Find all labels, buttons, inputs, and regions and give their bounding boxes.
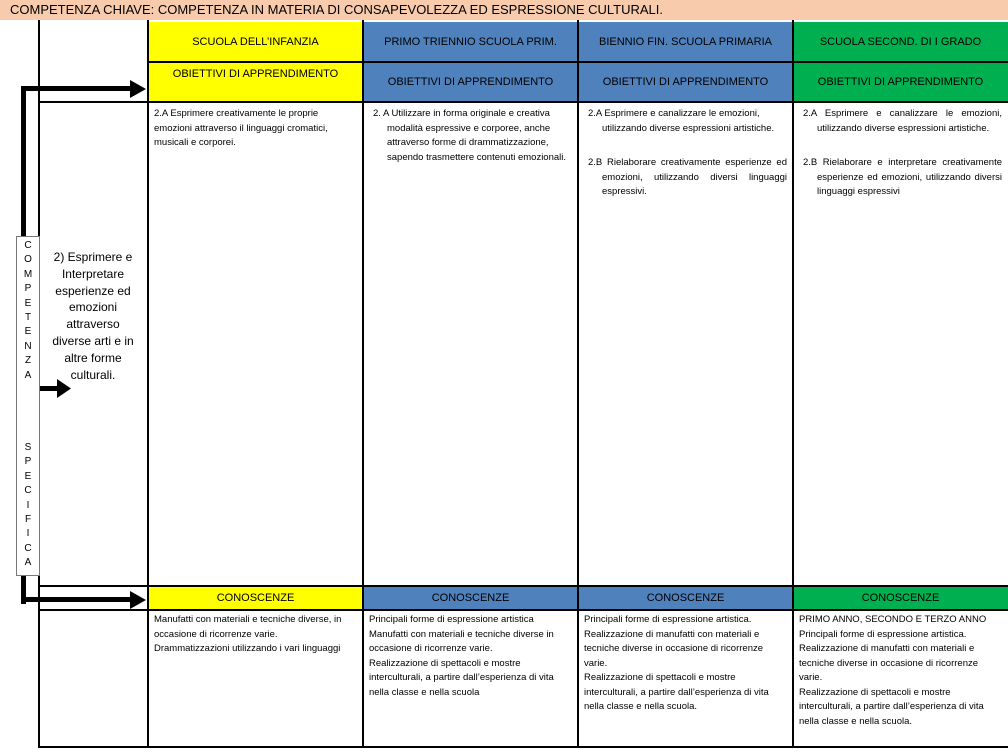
objectives-header-infanzia: OBIETTIVI DI APPRENDIMENTO bbox=[148, 62, 363, 102]
connector-line bbox=[21, 597, 131, 602]
knowledge-header-biennio: CONOSCENZE bbox=[578, 587, 793, 609]
knowledge-secondaria bbox=[793, 610, 1008, 732]
objectives-header-secondaria: OBIETTIVI DI APPRENDIMENTO bbox=[793, 62, 1008, 102]
vertical-letter: Z bbox=[24, 355, 32, 367]
knowledge-item: Drammatizzazioni utilizzando i vari linguaggi bbox=[154, 643, 341, 654]
objectives-header-biennio: OBIETTIVI DI APPRENDIMENTO bbox=[578, 62, 793, 102]
knowledge-header-infanzia: CONOSCENZE bbox=[148, 587, 363, 609]
vertical-letter: P bbox=[24, 283, 32, 295]
knowledge-item: Manufatti con materiali e tecniche diverse, in occasione di ricorrenze varie. bbox=[154, 614, 342, 640]
connector-line bbox=[40, 386, 58, 391]
school-header-infanzia: SCUOLA DELL’INFANZIA bbox=[148, 22, 363, 62]
knowledge-item: Principali forme di espressione artistica bbox=[369, 614, 534, 625]
objectives-biennio bbox=[578, 104, 793, 203]
objectives-infanzia bbox=[148, 104, 363, 154]
knowledge-item: Realizzazione di manufatti con materiali e tecniche diverse in occasione di ricorrenze varie. bbox=[584, 628, 764, 669]
knowledge-header-secondaria: CONOSCENZE bbox=[793, 587, 1008, 609]
vertical-letter: E bbox=[24, 297, 32, 309]
objective-item: 2.A Esprimere e canalizzare le emozioni, utilizzando diverse espressioni artistiche. bbox=[803, 108, 1002, 134]
vertical-letter: T bbox=[24, 312, 32, 324]
vertical-letter: C bbox=[24, 542, 32, 554]
vertical-letter: I bbox=[26, 528, 30, 540]
knowledge-item: Principali forme di espressione artistica. bbox=[799, 628, 967, 640]
knowledge-header-primo-triennio: CONOSCENZE bbox=[363, 587, 578, 609]
vertical-letter: P bbox=[24, 456, 32, 468]
vertical-letter: M bbox=[23, 268, 33, 280]
vertical-letter: O bbox=[24, 254, 32, 266]
objective-item: 2.B Rielaborare creativamente esperienze ed emozioni, utilizzando diversi linguaggi espressivi. bbox=[588, 157, 787, 197]
vertical-letter: C bbox=[24, 240, 32, 251]
vertical-letter: A bbox=[24, 557, 32, 569]
grid-line bbox=[577, 20, 579, 748]
connector-line bbox=[21, 86, 26, 238]
knowledge-item: Principali forme di espressione artistica. bbox=[584, 614, 752, 625]
grid-line bbox=[792, 20, 794, 748]
school-header-secondaria: SCUOLA SECOND. DI I GRADO bbox=[793, 22, 1008, 62]
specifica-vertical-label bbox=[16, 441, 40, 571]
knowledge-item: Realizzazione di manufatti con materiali e tecniche diverse in occasione di ricorrenze varie. bbox=[799, 643, 979, 683]
arrow-right-icon bbox=[130, 80, 146, 98]
grid-line bbox=[147, 20, 149, 748]
grid-line bbox=[40, 746, 1008, 748]
vertical-letter: S bbox=[24, 442, 32, 453]
knowledge-item: PRIMO ANNO, SECONDO E TERZO ANNO bbox=[799, 614, 987, 625]
knowledge-item: Realizzazione di spettacoli e mostre interculturali, a partire dall’esperienza di vita nella classe e nella scuola. bbox=[799, 686, 984, 727]
vertical-letter: I bbox=[26, 499, 30, 511]
vertical-letter: E bbox=[24, 470, 32, 482]
arrow-right-icon bbox=[130, 591, 146, 609]
grid-line bbox=[40, 101, 1008, 103]
vertical-letter: F bbox=[24, 514, 32, 526]
grid-line bbox=[40, 609, 1008, 611]
vertical-letter: E bbox=[24, 326, 32, 338]
knowledge-primo-triennio bbox=[363, 610, 578, 703]
objective-item: 2. A Utilizzare in forma originale e creativa modalità espressive e corporee, anche attraverso forme di drammatizzazione, sapendo trasmettere contenuti emozionali. bbox=[373, 108, 567, 163]
objectives-secondaria bbox=[793, 104, 1008, 203]
school-header-biennio: BIENNIO FIN. SCUOLA PRIMARIA bbox=[578, 22, 793, 62]
objective-item: 2.A Esprimere creativamente le proprie emozioni attraverso il linguaggi cromatici, musicali e corporei. bbox=[154, 108, 328, 148]
knowledge-item: Realizzazione di spettacoli e mostre interculturali, a partire dall’esperienza di vita nella classe e nella scuola bbox=[369, 657, 554, 698]
grid-line bbox=[40, 585, 1008, 587]
specific-competence-title: 2) Esprimere e Interpretare esperienze ed emozioni attraverso diverse arti e in altre forme culturali. bbox=[52, 250, 134, 382]
knowledge-item: Manufatti con materiali e tecniche diverse in occasione di ricorrenze varie. bbox=[369, 628, 554, 654]
vertical-letter: A bbox=[24, 369, 32, 381]
vertical-letter: C bbox=[24, 485, 32, 497]
grid-line bbox=[147, 61, 1008, 63]
objective-item: 2.A Esprimere e canalizzare le emozioni, utilizzando diverse espressioni artistiche. bbox=[588, 108, 775, 134]
objective-item: 2.B Rielaborare e interpretare creativamente esperienze ed emozioni, utilizzando diversi linguaggi espressivi bbox=[803, 157, 1002, 197]
connector-line bbox=[21, 86, 131, 91]
knowledge-biennio bbox=[578, 610, 793, 718]
page-title: COMPETENZA CHIAVE: COMPETENZA IN MATERIA DI CONSAPEVOLEZZA ED ESPRESSIONE CULTURALI. bbox=[0, 0, 1008, 20]
objectives-primo-triennio bbox=[363, 104, 578, 168]
knowledge-infanzia bbox=[148, 610, 363, 660]
competenza-vertical-label bbox=[16, 239, 40, 383]
grid-line bbox=[362, 20, 364, 748]
knowledge-item: Realizzazione di spettacoli e mostre interculturali, a partire dall’esperienza di vita nella classe e nella scuola. bbox=[584, 672, 769, 712]
vertical-letter: N bbox=[24, 340, 32, 352]
objectives-header-primo-triennio: OBIETTIVI DI APPRENDIMENTO bbox=[363, 62, 578, 102]
school-header-primo-triennio: PRIMO TRIENNIO SCUOLA PRIM. bbox=[363, 22, 578, 62]
